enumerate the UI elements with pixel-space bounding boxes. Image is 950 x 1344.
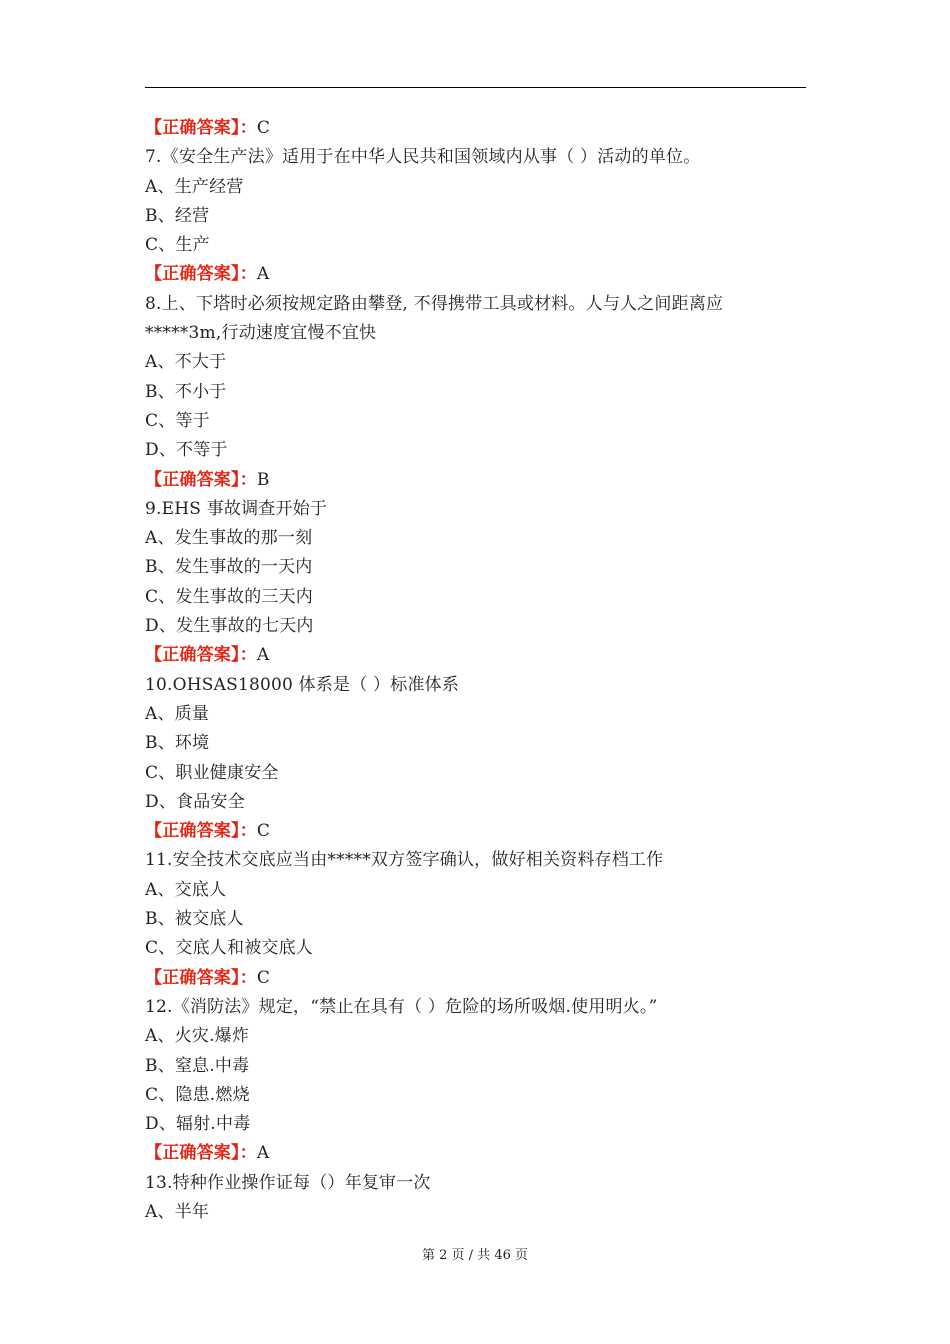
correct-answer-line <box>145 1139 806 1168</box>
question-text: *****3m,行动速度宜慢不宜快 <box>145 323 377 344</box>
answer-option: C、隐患.燃烧 <box>145 1084 250 1105</box>
answer-option: A、质量 <box>145 703 210 724</box>
correct-answer-value: A <box>256 264 270 285</box>
answer-option: A、交底人 <box>145 879 227 900</box>
question-text: 12.《消防法》规定，“禁止在具有（ ）危险的场所吸烟.使用明火。” <box>145 996 658 1017</box>
answer-option: B、窒息.中毒 <box>145 1055 250 1076</box>
document-body <box>145 114 806 1227</box>
correct-answer-line <box>145 817 806 846</box>
answer-option: C、生产 <box>145 235 210 256</box>
correct-answer-line <box>145 641 806 670</box>
answer-option: A、不大于 <box>145 352 227 373</box>
answer-option: B、环境 <box>145 733 210 754</box>
answer-option: A、火灾.爆炸 <box>145 1026 250 1047</box>
answer-option: A、生产经营 <box>145 176 244 197</box>
answer-option: D、食品安全 <box>145 791 245 812</box>
question-text: 10.OHSAS18000 体系是（ ）标准体系 <box>145 674 460 695</box>
answer-option: A、发生事故的那一刻 <box>145 528 313 549</box>
question-text: 13.特种作业操作证每（）年复审一次 <box>145 1172 431 1193</box>
answer-option: B、不小于 <box>145 381 227 402</box>
question-text: 7.《安全生产法》适用于在中华人民共和国领域内从事（ ）活动的单位。 <box>145 147 701 168</box>
page-footer: 第 2 页 / 共 46 页 <box>422 1248 528 1263</box>
correct-answer-line <box>145 466 806 495</box>
question-text: 8.上、下塔时必须按规定路由攀登, 不得携带工具或材料。人与人之间距离应 <box>145 293 724 314</box>
correct-answer-value: C <box>256 118 271 138</box>
answer-option: C、等于 <box>145 410 210 431</box>
correct-answer-value: C <box>256 967 271 988</box>
answer-option: B、发生事故的一天内 <box>145 557 313 578</box>
answer-option: C、职业健康安全 <box>145 762 279 783</box>
correct-answer-value: B <box>256 469 270 490</box>
answer-option: B、经营 <box>145 205 210 226</box>
correct-answer-line <box>145 260 806 289</box>
correct-answer-label: 【正确答案】： <box>145 1143 257 1164</box>
answer-option: D、辐射.中毒 <box>145 1114 251 1135</box>
correct-answer-value: A <box>256 645 270 666</box>
correct-answer-label: 【正确答案】： <box>145 469 257 490</box>
correct-answer-label: 【正确答案】： <box>145 967 257 988</box>
correct-answer-line <box>145 114 806 143</box>
correct-answer-label: 【正确答案】： <box>145 645 257 666</box>
header-rule <box>145 87 806 88</box>
correct-answer-label: 【正确答案】： <box>145 264 257 285</box>
answer-option: D、发生事故的七天内 <box>145 616 314 637</box>
correct-answer-line <box>145 964 806 993</box>
correct-answer-label: 【正确答案】： <box>145 821 257 842</box>
answer-option: D、不等于 <box>145 440 228 461</box>
question-text: 11.安全技术交底应当由*****双方签字确认，做好相关资料存档工作 <box>145 850 664 871</box>
correct-answer-value: A <box>256 1143 270 1164</box>
answer-option: B、被交底人 <box>145 909 244 930</box>
question-text: 9.EHS 事故调查开始于 <box>145 498 328 519</box>
answer-option: C、发生事故的三天内 <box>145 586 314 607</box>
answer-option: C、交底人和被交底人 <box>145 938 314 959</box>
correct-answer-value: C <box>256 821 271 842</box>
correct-answer-label: 【正确答案】： <box>145 118 257 138</box>
answer-option: A、半年 <box>145 1201 210 1222</box>
